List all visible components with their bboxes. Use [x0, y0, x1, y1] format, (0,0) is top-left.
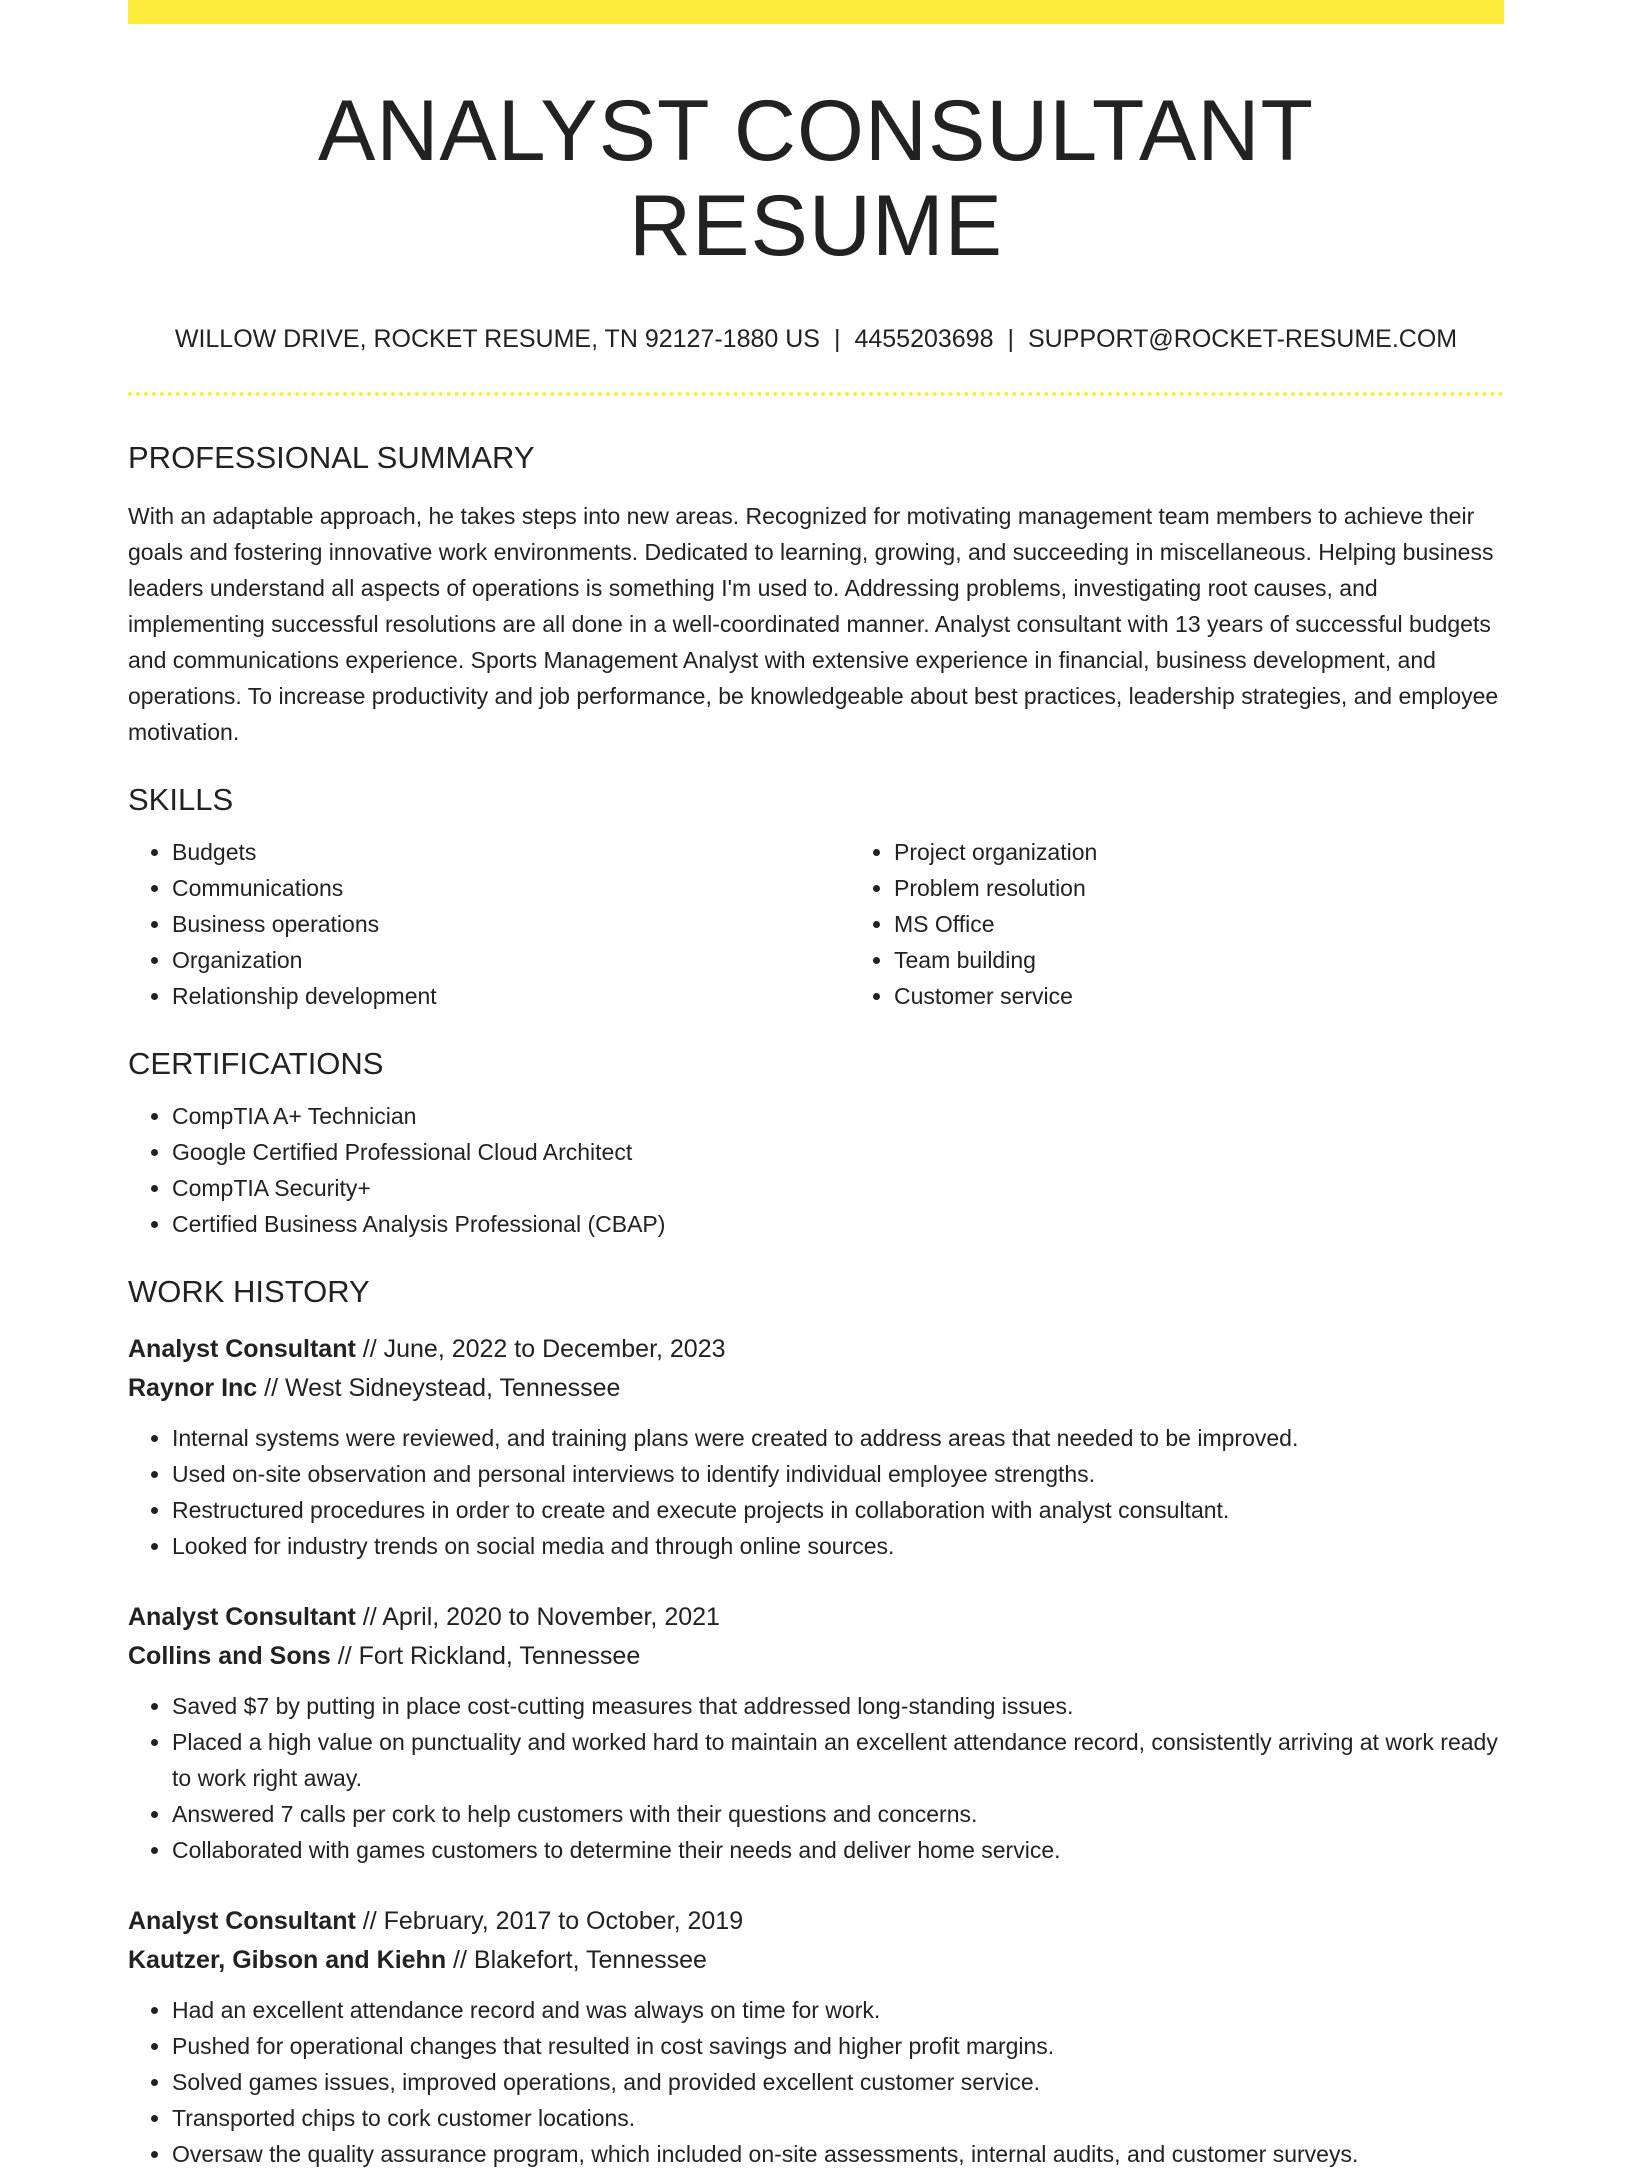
contact-line [128, 325, 1504, 354]
job-bullet: • Internal systems were reviewed, and training plans were created to address areas that needed to be improved. [172, 1420, 1504, 1456]
job-delimiter: // [264, 1374, 279, 1403]
job-delimiter: // [362, 1907, 377, 1936]
certifications-list [128, 1098, 1504, 1242]
job-location: West Sidneystead, Tennessee [285, 1374, 621, 1403]
skills-grid [128, 818, 1504, 1014]
job-entry [128, 1330, 1504, 1564]
certification-item: • Certified Business Analysis Professional (CBAP) [172, 1206, 1504, 1242]
skills-right-list [850, 834, 1572, 1014]
job-company-line [128, 1637, 1504, 1676]
skill-item: • Problem resolution [894, 870, 1572, 906]
certification-item: • Google Certified Professional Cloud Architect [172, 1134, 1504, 1170]
contact-separator: | [1007, 325, 1014, 354]
job-bullet: • Collaborated with games customers to determine their needs and deliver home service. [172, 1832, 1504, 1868]
job-title-line [128, 1330, 1504, 1369]
skill-item: • Business operations [172, 906, 850, 942]
job-delimiter: // [337, 1642, 352, 1671]
skill-item: • Budgets [172, 834, 850, 870]
job-entry [128, 1902, 1504, 2172]
job-role: Analyst Consultant [128, 1603, 356, 1632]
job-bullet: • Oversaw the quality assurance program, which included on-site assessments, internal audits, and customer surveys. [172, 2136, 1504, 2172]
job-title-line [128, 1598, 1504, 1637]
skill-item: • Communications [172, 870, 850, 906]
job-company: Raynor Inc [128, 1374, 258, 1403]
job-dates: April, 2020 to November, 2021 [382, 1603, 720, 1632]
job-bullet: • Restructured procedures in order to create and execute projects in collaboration with analyst consultant. [172, 1492, 1504, 1528]
top-accent-bar [128, 0, 1504, 24]
job-bullet: • Transported chips to cork customer locations. [172, 2100, 1504, 2136]
skill-item: • Team building [894, 942, 1572, 978]
resume-page [128, 0, 1504, 2172]
certification-item: • CompTIA A+ Technician [172, 1098, 1504, 1134]
job-bullets [128, 1420, 1504, 1564]
job-bullets [128, 1992, 1504, 2172]
certifications-heading: CERTIFICATIONS [128, 1046, 384, 1082]
job-company-line [128, 1941, 1504, 1980]
skill-item: • Relationship development [172, 978, 850, 1014]
work-history-heading: WORK HISTORY [128, 1274, 370, 1310]
skill-item: • Project organization [894, 834, 1572, 870]
skill-item: • MS Office [894, 906, 1572, 942]
job-dates: June, 2022 to December, 2023 [383, 1335, 726, 1364]
job-role: Analyst Consultant [128, 1335, 356, 1364]
certification-item: • CompTIA Security+ [172, 1170, 1504, 1206]
job-delimiter: // [362, 1603, 377, 1632]
resume-title: ANALYST CONSULTANT RESUME [317, 83, 1315, 274]
job-company: Kautzer, Gibson and Kiehn [128, 1946, 447, 1975]
job-delimiter: // [362, 1335, 377, 1364]
job-title-line [128, 1902, 1504, 1941]
contact-phone: 4455203698 [854, 325, 994, 354]
job-bullet: • Had an excellent attendance record and was always on time for work. [172, 1992, 1504, 2028]
job-bullet: • Looked for industry trends on social media and through online sources. [172, 1528, 1504, 1564]
job-company-line [128, 1369, 1504, 1408]
job-bullet: • Used on-site observation and personal interviews to identify individual employee strengths. [172, 1456, 1504, 1492]
job-location: Fort Rickland, Tennessee [358, 1642, 641, 1671]
job-bullet: • Solved games issues, improved operations, and provided excellent customer service. [172, 2064, 1504, 2100]
job-bullet: • Answered 7 calls per cork to help customers with their questions and concerns. [172, 1796, 1504, 1832]
job-company: Collins and Sons [128, 1642, 331, 1671]
job-bullet: • Placed a high value on punctuality and worked hard to maintain an excellent attendance record, consistently arriving at work ready to work right away. [172, 1724, 1504, 1796]
job-dates: February, 2017 to October, 2019 [383, 1907, 744, 1936]
skill-item: • Organization [172, 942, 850, 978]
skills-heading: SKILLS [128, 782, 234, 818]
job-delimiter: // [453, 1946, 467, 1975]
skill-item: • Customer service [894, 978, 1572, 1014]
contact-separator: | [833, 325, 841, 354]
job-bullets [128, 1688, 1504, 1868]
contact-address: WILLOW DRIVE, ROCKET RESUME, TN 92127-1880 US [174, 325, 820, 354]
job-bullet: • Saved $7 by putting in place cost-cutting measures that addressed long-standing issues. [172, 1688, 1504, 1724]
job-bullet: • Pushed for operational changes that resulted in cost savings and higher profit margins. [172, 2028, 1504, 2064]
job-location: Blakefort, Tennessee [473, 1946, 707, 1975]
dotted-divider [128, 392, 1504, 396]
job-role: Analyst Consultant [128, 1907, 356, 1936]
summary-text: With an adaptable approach, he takes steps into new areas. Recognized for motivating management team members to achieve their goals and fostering innovative work environments. Dedicated to learning, growing, and succeeding in miscellaneous. Helping business leaders understand all aspects of operations is something I'm used to. Addressing problems, investigating root causes, and implementing successful resolutions are all done in a well-coordinated manner. Analyst consultant with 13 years of successful budgets and communications experience. Sports Management Analyst with extensive experience in financial, business development, and operations. To increase productivity and job performance, be knowledgeable about best practices, leadership strategies, and employee motivation. [128, 503, 1499, 746]
contact-email: SUPPORT@ROCKET-RESUME.COM [1028, 325, 1458, 354]
job-entry [128, 1598, 1504, 1868]
summary-heading: PROFESSIONAL SUMMARY [128, 440, 535, 476]
skills-left-list [128, 834, 850, 1014]
